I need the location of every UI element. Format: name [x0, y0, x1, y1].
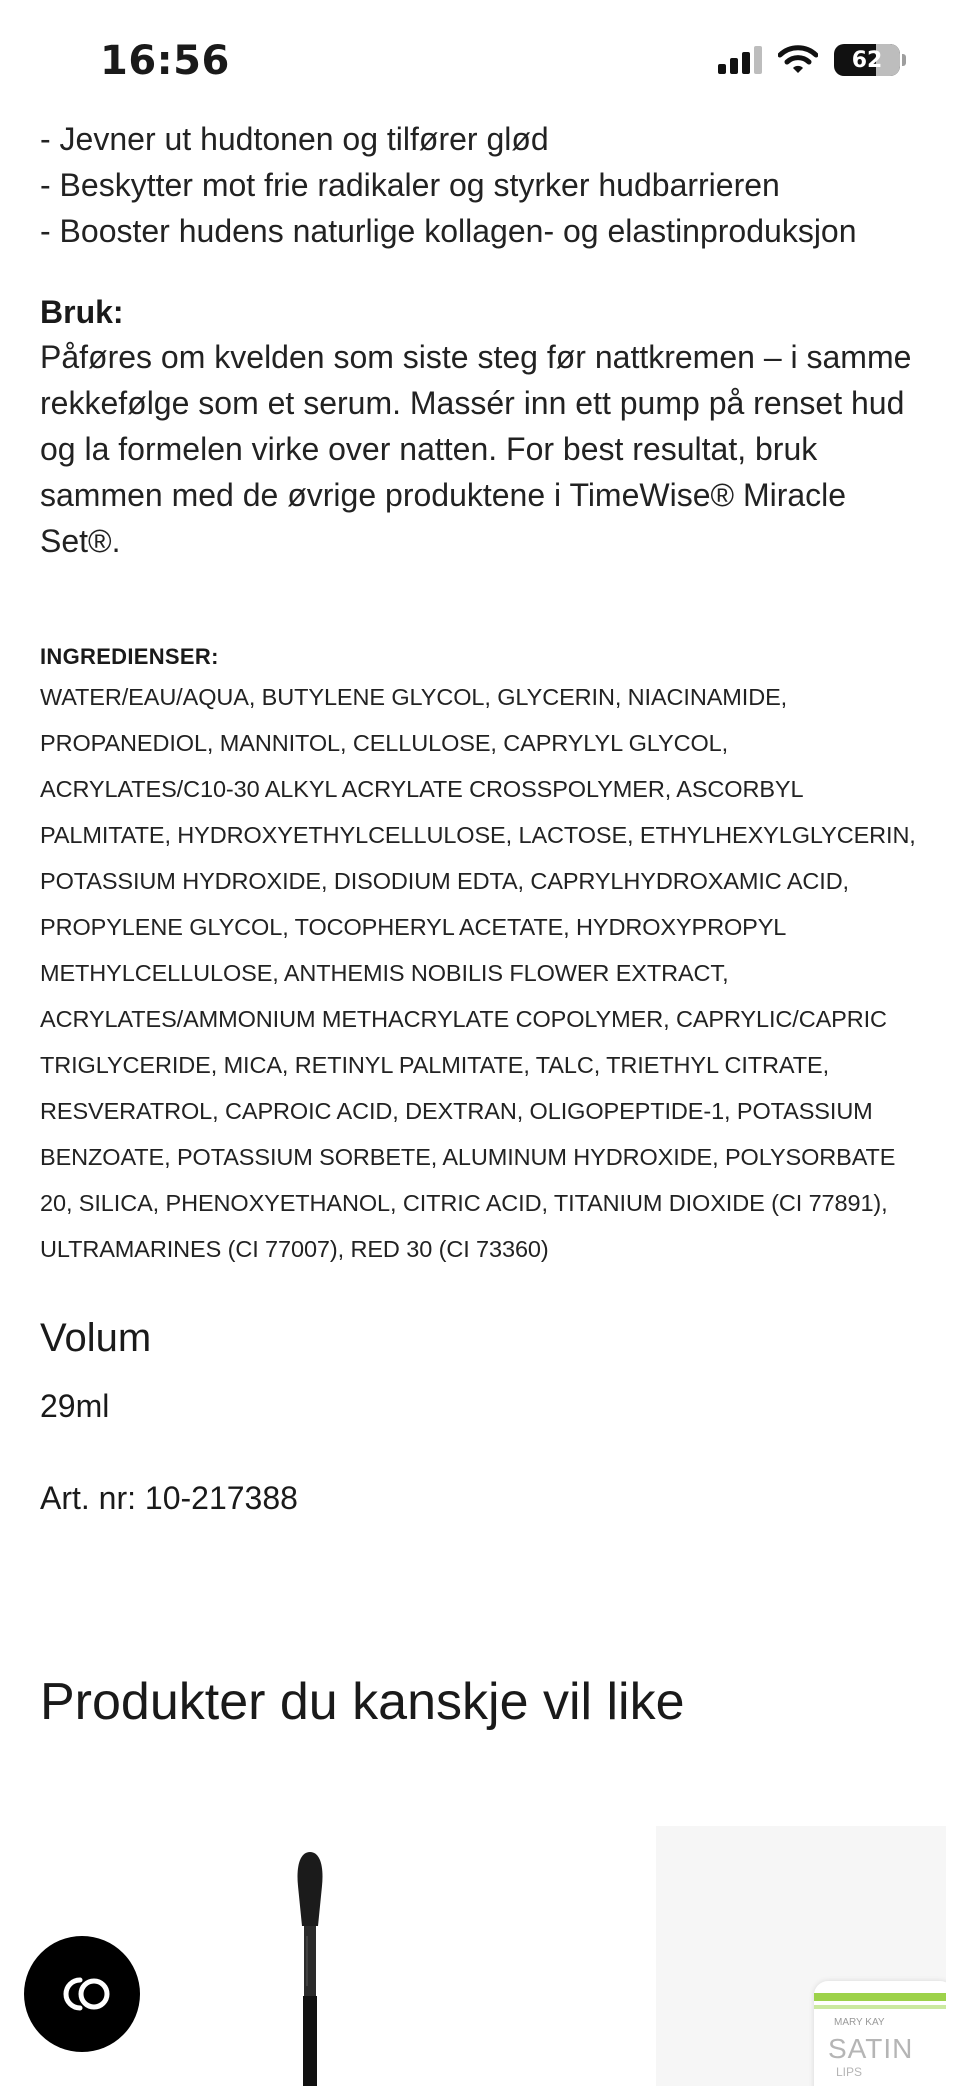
- ingredients-text: WATER/EAU/AQUA, BUTYLENE GLYCOL, GLYCERIN, NIACINAMIDE, PROPANEDIOL, MANNITOL, CELLULOSE, CAPRYLYL GLYCOL, ACRYLATES/C10-30 ALKYL ACRYLATE CROSSPOLYMER, ASCORBYL PALMITATE, HYDROXYETHYLCELLULOSE, LACTOSE, ETHYLHEXYLGLYCERIN, POTASSIUM HYDROXIDE, DISODIUM EDTA, CAPRYLHYDROXAMIC ACID, PROPYLENE GLYCOL, TOCOPHERYL ACETATE, HYDROXYPROPYL METHYLCELLULOSE, ANTHEMIS NOBILIS FLOWER EXTRACT, ACRYLATES/AMMONIUM METHACRYLATE COPOLYMER, CAPRYLIC/CAPRIC TRIGLYCERIDE, MICA, RETINYL PALMITATE, TALC, TRIETHYL CITRATE, RESVERATROL, CAPROIC ACID, DEXTRAN, OLIGOPEPTIDE-1, POTASSIUM BENZOATE, POTASSIUM SORBETE, ALUMINUM HYDROXIDE, POLYSORBATE 20, SILICA, PHENOXYETHANOL, CITRIC ACID, TITANIUM DIOXIDE (CI 77891), ULTRAMARINES (CI 77007), RED 30 (CI 73360): [40, 684, 916, 1262]
- wifi-icon: [778, 45, 818, 75]
- benefit-item: - Booster hudens naturlige kollagen- og elastinproduksjon: [40, 213, 857, 249]
- satin-lips-name: SATIN: [828, 2033, 914, 2064]
- battery-icon: [834, 44, 900, 76]
- volume-heading: Volum: [40, 1316, 152, 1360]
- related-products-row: [40, 1826, 960, 2086]
- brush-image: [280, 1846, 340, 2086]
- product-card-brush[interactable]: [40, 1826, 620, 2086]
- product-details: [40, 100, 920, 1734]
- usage-heading: Bruk:: [40, 294, 124, 330]
- satin-lips-sub: LIPS: [836, 2065, 863, 2079]
- chat-button[interactable]: [24, 1936, 140, 2052]
- benefit-item: - Jevner ut hudtonen og tilfører glød: [40, 121, 549, 157]
- satin-lips-image: [814, 1981, 946, 2086]
- ingredients-heading: INGREDIENSER:: [40, 644, 219, 669]
- status-icons: [718, 44, 900, 76]
- status-bar: [0, 0, 960, 120]
- satin-lips-brand: MARY KAY: [834, 2017, 885, 2028]
- article-number: Art. nr: 10-217388: [40, 1480, 298, 1516]
- volume-value: 29ml: [40, 1388, 110, 1424]
- benefit-item: - Beskytter mot frie radikaler og styrker hudbarrieren: [40, 167, 780, 203]
- battery-level: 62: [851, 47, 883, 73]
- related-products-heading: Produkter du kanskje vil like: [40, 1673, 685, 1731]
- product-card-satin-lips[interactable]: [656, 1826, 946, 2086]
- signal-icon: [718, 46, 762, 74]
- usage-text: Påføres om kvelden som siste steg før nattkremen – i samme rekkefølge som et serum. Massér inn ett pump på renset hud og la formelen virke over natten. For best resultat, bruk sammen med de øvrige produktene i TimeWise® Miracle Set®.: [40, 339, 912, 559]
- chat-icon: [50, 1974, 114, 2014]
- benefits-list: [40, 116, 920, 254]
- status-time: 16:56: [100, 38, 230, 84]
